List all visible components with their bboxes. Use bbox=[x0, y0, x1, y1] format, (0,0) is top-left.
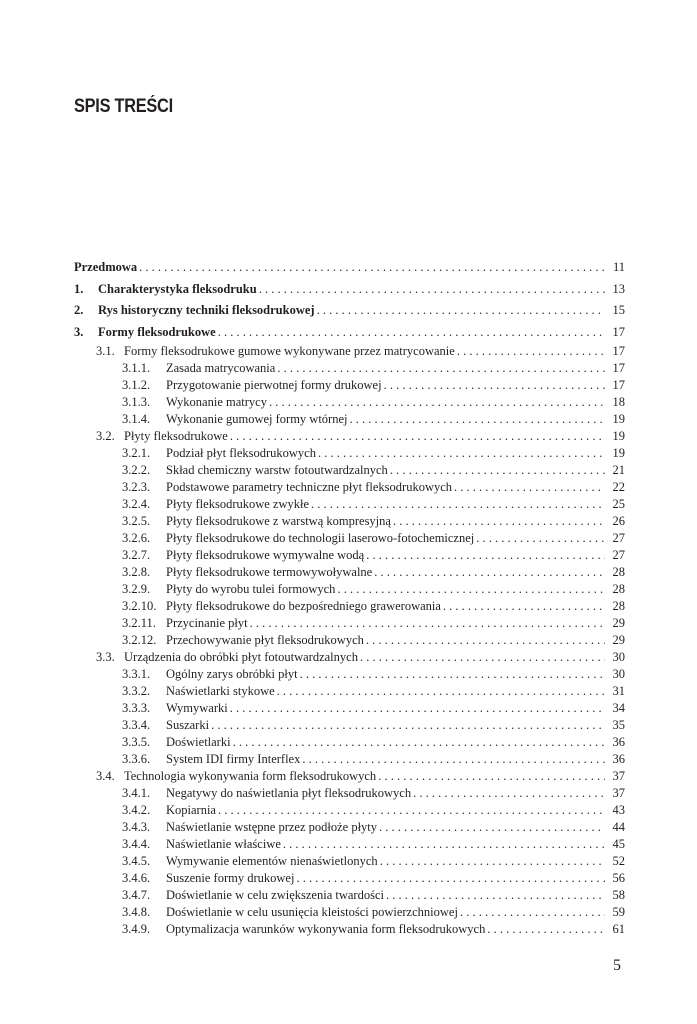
toc-entry[interactable] bbox=[74, 322, 625, 344]
toc-entry-label: Ogólny zarys obróbki płyt bbox=[166, 667, 298, 681]
dot-leader bbox=[337, 581, 605, 598]
toc-entry-number: 3.1.2. bbox=[122, 378, 151, 392]
toc-entry[interactable] bbox=[74, 581, 625, 598]
toc-entry[interactable] bbox=[74, 300, 625, 322]
dot-leader bbox=[311, 496, 605, 513]
toc-entry-page: 30 bbox=[612, 667, 625, 681]
toc-entry-number: 3.3.1. bbox=[122, 667, 151, 681]
dot-leader bbox=[230, 428, 605, 445]
toc-entry-label: Płyty fleksodrukowe zwykłe bbox=[166, 497, 310, 511]
toc-entry-number: 3.4.2. bbox=[122, 803, 151, 817]
toc-entry[interactable] bbox=[74, 836, 625, 853]
toc-entry[interactable] bbox=[74, 700, 625, 717]
dot-leader bbox=[302, 751, 605, 768]
dot-leader bbox=[487, 921, 605, 938]
toc-entry[interactable] bbox=[74, 666, 625, 683]
toc-entry-page: 19 bbox=[612, 412, 625, 426]
dot-leader bbox=[476, 530, 605, 547]
dot-leader bbox=[374, 564, 605, 581]
toc-entry-number: 3.2.2. bbox=[122, 463, 151, 477]
toc-entry-label: Suszarki bbox=[166, 718, 210, 732]
toc-entry-page: 27 bbox=[612, 548, 625, 562]
toc-entry-label: Płyty fleksodrukowe termowywoływalne bbox=[166, 565, 373, 579]
toc-entry-number: 3.1.3. bbox=[122, 395, 151, 409]
toc-entry[interactable] bbox=[74, 394, 625, 411]
dot-leader bbox=[378, 768, 605, 785]
toc-entry-page: 19 bbox=[612, 429, 625, 443]
toc-entry[interactable] bbox=[74, 734, 625, 751]
dot-leader bbox=[277, 360, 605, 377]
toc-entry[interactable] bbox=[74, 853, 625, 870]
dot-leader bbox=[457, 343, 605, 360]
toc-entry-number: 3.3.4. bbox=[122, 718, 151, 732]
toc-entry-page: 17 bbox=[612, 361, 625, 375]
toc-entry[interactable] bbox=[74, 257, 625, 279]
toc-entry-label: Płyty fleksodrukowe wymywalne wodą bbox=[166, 548, 365, 562]
toc-entry-label: Naświetlarki stykowe bbox=[166, 684, 275, 698]
toc-entry-number: 3.4.7. bbox=[122, 888, 151, 902]
toc-entry-label: Kopiarnia bbox=[166, 803, 216, 817]
toc-entry-page: 36 bbox=[612, 752, 625, 766]
toc-entry[interactable] bbox=[74, 530, 625, 547]
toc-entry-page: 22 bbox=[612, 480, 625, 494]
toc-entry-label: Przygotowanie pierwotnej formy drukowej bbox=[166, 378, 382, 392]
toc-entry-page: 13 bbox=[612, 281, 625, 296]
toc-entry[interactable] bbox=[74, 377, 625, 394]
toc-entry-page: 11 bbox=[612, 260, 625, 274]
dot-leader bbox=[317, 300, 605, 322]
toc-entry[interactable] bbox=[74, 802, 625, 819]
toc-entry-label: Rys historyczny techniki fleksodrukowej bbox=[98, 303, 315, 317]
toc-entry-page: 58 bbox=[612, 888, 625, 902]
dot-leader bbox=[300, 666, 605, 683]
dot-leader bbox=[211, 717, 605, 734]
toc-entry-page: 30 bbox=[612, 650, 625, 664]
dot-leader bbox=[218, 322, 605, 344]
toc-entry-number: 3.2.9. bbox=[122, 582, 151, 596]
toc-entry-label: Wymywanie elementów nienaświetlonych bbox=[166, 854, 378, 868]
toc-entry-number: 3.3.2. bbox=[122, 684, 151, 698]
dot-leader bbox=[443, 598, 605, 615]
toc-entry-number: 3.2.6. bbox=[122, 531, 151, 545]
toc-entry-label: Doświetlanie w celu usunięcia kleistości powierzchniowej bbox=[166, 905, 458, 919]
toc-entry-label: Wykonanie gumowej formy wtórnej bbox=[166, 412, 348, 426]
dot-leader bbox=[366, 547, 605, 564]
toc-entry-label: Płyty fleksodrukowe do bezpośredniego grawerowania bbox=[166, 599, 441, 613]
dot-leader bbox=[139, 257, 605, 279]
toc-entry-label: Płyty fleksodrukowe bbox=[124, 429, 228, 443]
dot-leader bbox=[259, 279, 605, 301]
toc-entry[interactable] bbox=[74, 445, 625, 462]
dot-leader bbox=[460, 904, 605, 921]
toc-entry-label: System IDI firmy Interflex bbox=[166, 752, 301, 766]
toc-entry[interactable] bbox=[74, 428, 625, 445]
toc-entry-number: 3.2.4. bbox=[122, 497, 151, 511]
toc-entry-page: 35 bbox=[612, 718, 625, 732]
toc-entry[interactable] bbox=[74, 785, 625, 802]
toc-entry-page: 29 bbox=[612, 633, 625, 647]
toc-entry-page: 28 bbox=[612, 565, 625, 579]
toc-entry-page: 28 bbox=[612, 599, 625, 613]
toc-entry-page: 37 bbox=[612, 786, 625, 800]
toc-entry-number: 3.2.1. bbox=[122, 446, 151, 460]
toc-entry-page: 21 bbox=[612, 463, 625, 477]
dot-leader bbox=[386, 887, 605, 904]
toc-entry-label: Płyty fleksodrukowe do technologii laserowo-fotochemicznej bbox=[166, 531, 475, 545]
toc-entry-label: Doświetlanie w celu zwiększenia twardości bbox=[166, 888, 384, 902]
toc-entry[interactable] bbox=[74, 649, 625, 666]
toc-entry-number: 3.1.4. bbox=[122, 412, 151, 426]
toc-entry-label: Optymalizacja warunków wykonywania form fleksodrukowych bbox=[166, 922, 486, 936]
dot-leader bbox=[366, 632, 605, 649]
dot-leader bbox=[360, 649, 605, 666]
toc-entry[interactable] bbox=[74, 632, 625, 649]
toc-entry-number: 2. bbox=[74, 303, 84, 317]
toc-entry-label: Charakterystyka fleksodruku bbox=[98, 281, 257, 296]
toc-entry-label: Naświetlanie wstępne przez podłoże płyty bbox=[166, 820, 378, 834]
toc-entry-label: Naświetlanie właściwe bbox=[166, 837, 281, 851]
dot-leader bbox=[233, 734, 605, 751]
toc-entry[interactable] bbox=[74, 768, 625, 785]
toc-entry[interactable] bbox=[74, 904, 625, 921]
dot-leader bbox=[269, 394, 605, 411]
dot-leader bbox=[384, 377, 605, 394]
toc-entry-label: Formy fleksodrukowe bbox=[98, 324, 216, 339]
toc-entry-page: 28 bbox=[612, 582, 625, 596]
toc-entry-page: 52 bbox=[612, 854, 625, 868]
toc-entry[interactable] bbox=[74, 279, 625, 301]
toc-entry[interactable] bbox=[74, 479, 625, 496]
toc-entry-label: Urządzenia do obróbki płyt fotoutwardzalnych bbox=[124, 650, 358, 664]
toc-entry-number: 3.3. bbox=[96, 650, 115, 664]
toc-entry-number: 1. bbox=[74, 281, 84, 296]
toc-entry-number: 3.3.6. bbox=[122, 752, 151, 766]
toc-entry-page: 18 bbox=[612, 395, 625, 409]
dot-leader bbox=[390, 462, 605, 479]
toc-entry-label: Formy fleksodrukowe gumowe wykonywane przez matrycowanie bbox=[124, 344, 455, 358]
dot-leader bbox=[277, 683, 605, 700]
toc-entry-page: 43 bbox=[612, 803, 625, 817]
toc-entry-number: 3.4.6. bbox=[122, 871, 151, 885]
toc-entry-label: Wykonanie matrycy bbox=[166, 395, 267, 409]
toc-entry-page: 31 bbox=[612, 684, 625, 698]
toc-entry-label: Suszenie formy drukowej bbox=[166, 871, 295, 885]
dot-leader bbox=[413, 785, 605, 802]
toc-entry-label: Technologia wykonywania form fleksodrukowych bbox=[124, 769, 377, 783]
toc-entry-number: 3.4.4. bbox=[122, 837, 151, 851]
toc-entry-page: 26 bbox=[612, 514, 625, 528]
toc-entry-page: 59 bbox=[612, 905, 625, 919]
dot-leader bbox=[393, 513, 605, 530]
toc-entry-page: 15 bbox=[612, 303, 625, 317]
toc-entry-number: 3.4.5. bbox=[122, 854, 151, 868]
toc-entry-number: 3.2.3. bbox=[122, 480, 151, 494]
toc-entry-number: 3.2.10. bbox=[122, 599, 157, 613]
toc-entry[interactable] bbox=[74, 819, 625, 836]
toc-entry-number: 3.4.3. bbox=[122, 820, 151, 834]
page-number: 5 bbox=[613, 957, 621, 974]
toc-entry-number: 3.2.8. bbox=[122, 565, 151, 579]
toc-entry-page: 34 bbox=[612, 701, 625, 715]
toc-entry-number: 3. bbox=[74, 324, 84, 339]
toc-entry-number: 3.1.1. bbox=[122, 361, 151, 375]
toc-entry-label: Podział płyt fleksodrukowych bbox=[166, 446, 316, 460]
toc-entry[interactable] bbox=[74, 615, 625, 632]
toc-entry-label: Przycinanie płyt bbox=[166, 616, 248, 630]
toc-entry-page: 29 bbox=[612, 616, 625, 630]
toc-entry[interactable] bbox=[74, 683, 625, 700]
toc-entry[interactable] bbox=[74, 598, 625, 615]
toc-entry-label: Doświetlarki bbox=[166, 735, 231, 749]
toc-entry-number: 3.2.5. bbox=[122, 514, 151, 528]
toc-entry[interactable] bbox=[74, 496, 625, 513]
toc-entry-page: 17 bbox=[612, 344, 625, 358]
toc-entry-number: 3.3.3. bbox=[122, 701, 151, 715]
dot-leader bbox=[350, 411, 606, 428]
toc-entry-number: 3.2. bbox=[96, 429, 115, 443]
toc-entry-number: 3.4.1. bbox=[122, 786, 151, 800]
toc-entry[interactable] bbox=[74, 887, 625, 904]
toc-entry-label: Przechowywanie płyt fleksodrukowych bbox=[166, 633, 364, 647]
toc-entry-page: 27 bbox=[612, 531, 625, 545]
toc-entry-label: Przedmowa bbox=[74, 260, 138, 274]
toc-entry[interactable] bbox=[74, 564, 625, 581]
dot-leader bbox=[380, 853, 605, 870]
toc-entry[interactable] bbox=[74, 751, 625, 768]
toc-entry-page: 44 bbox=[612, 820, 625, 834]
toc-entry-number: 3.1. bbox=[96, 344, 115, 358]
toc-entry-label: Podstawowe parametry techniczne płyt fleksodrukowych bbox=[166, 480, 453, 494]
toc-entry-page: 17 bbox=[612, 324, 625, 339]
toc-entry-page: 37 bbox=[612, 769, 625, 783]
table-of-contents bbox=[74, 257, 625, 938]
toc-entry-page: 17 bbox=[612, 378, 625, 392]
toc-entry[interactable] bbox=[74, 870, 625, 887]
toc-entry[interactable] bbox=[74, 411, 625, 428]
toc-entry-page: 45 bbox=[612, 837, 625, 851]
dot-leader bbox=[454, 479, 605, 496]
toc-entry-label: Zasada matrycowania bbox=[166, 361, 276, 375]
toc-entry-number: 3.2.12. bbox=[122, 633, 157, 647]
dot-leader bbox=[283, 836, 605, 853]
toc-entry-label: Negatywy do naświetlania płyt fleksodrukowych bbox=[166, 786, 412, 800]
toc-entry-page: 56 bbox=[612, 871, 625, 885]
toc-entry-number: 3.2.11. bbox=[122, 616, 156, 630]
dot-leader bbox=[218, 802, 605, 819]
dot-leader bbox=[318, 445, 605, 462]
toc-entry-page: 19 bbox=[612, 446, 625, 460]
toc-entry[interactable] bbox=[74, 360, 625, 377]
dot-leader bbox=[250, 615, 605, 632]
toc-entry[interactable] bbox=[74, 547, 625, 564]
toc-entry-number: 3.2.7. bbox=[122, 548, 151, 562]
toc-entry-number: 3.4.9. bbox=[122, 922, 151, 936]
dot-leader bbox=[230, 700, 605, 717]
toc-entry-label: Wymywarki bbox=[166, 701, 228, 715]
toc-entry-number: 3.3.5. bbox=[122, 735, 151, 749]
toc-entry[interactable] bbox=[74, 513, 625, 530]
toc-entry[interactable] bbox=[74, 343, 625, 360]
dot-leader bbox=[296, 870, 605, 887]
toc-entry[interactable] bbox=[74, 717, 625, 734]
toc-entry-page: 36 bbox=[612, 735, 625, 749]
dot-leader bbox=[379, 819, 605, 836]
toc-entry[interactable] bbox=[74, 921, 625, 938]
page-title: SPIS TREŚCI bbox=[74, 96, 173, 117]
toc-entry-number: 3.4. bbox=[96, 769, 115, 783]
toc-entry-number: 3.4.8. bbox=[122, 905, 151, 919]
toc-entry-label: Płyty fleksodrukowe z warstwą kompresyjną bbox=[166, 514, 391, 528]
toc-entry-label: Skład chemiczny warstw fotoutwardzalnych bbox=[166, 463, 388, 477]
toc-entry-page: 25 bbox=[612, 497, 625, 511]
toc-entry[interactable] bbox=[74, 462, 625, 479]
toc-entry-label: Płyty do wyrobu tulei formowych bbox=[166, 582, 336, 596]
toc-entry-page: 61 bbox=[612, 922, 625, 936]
